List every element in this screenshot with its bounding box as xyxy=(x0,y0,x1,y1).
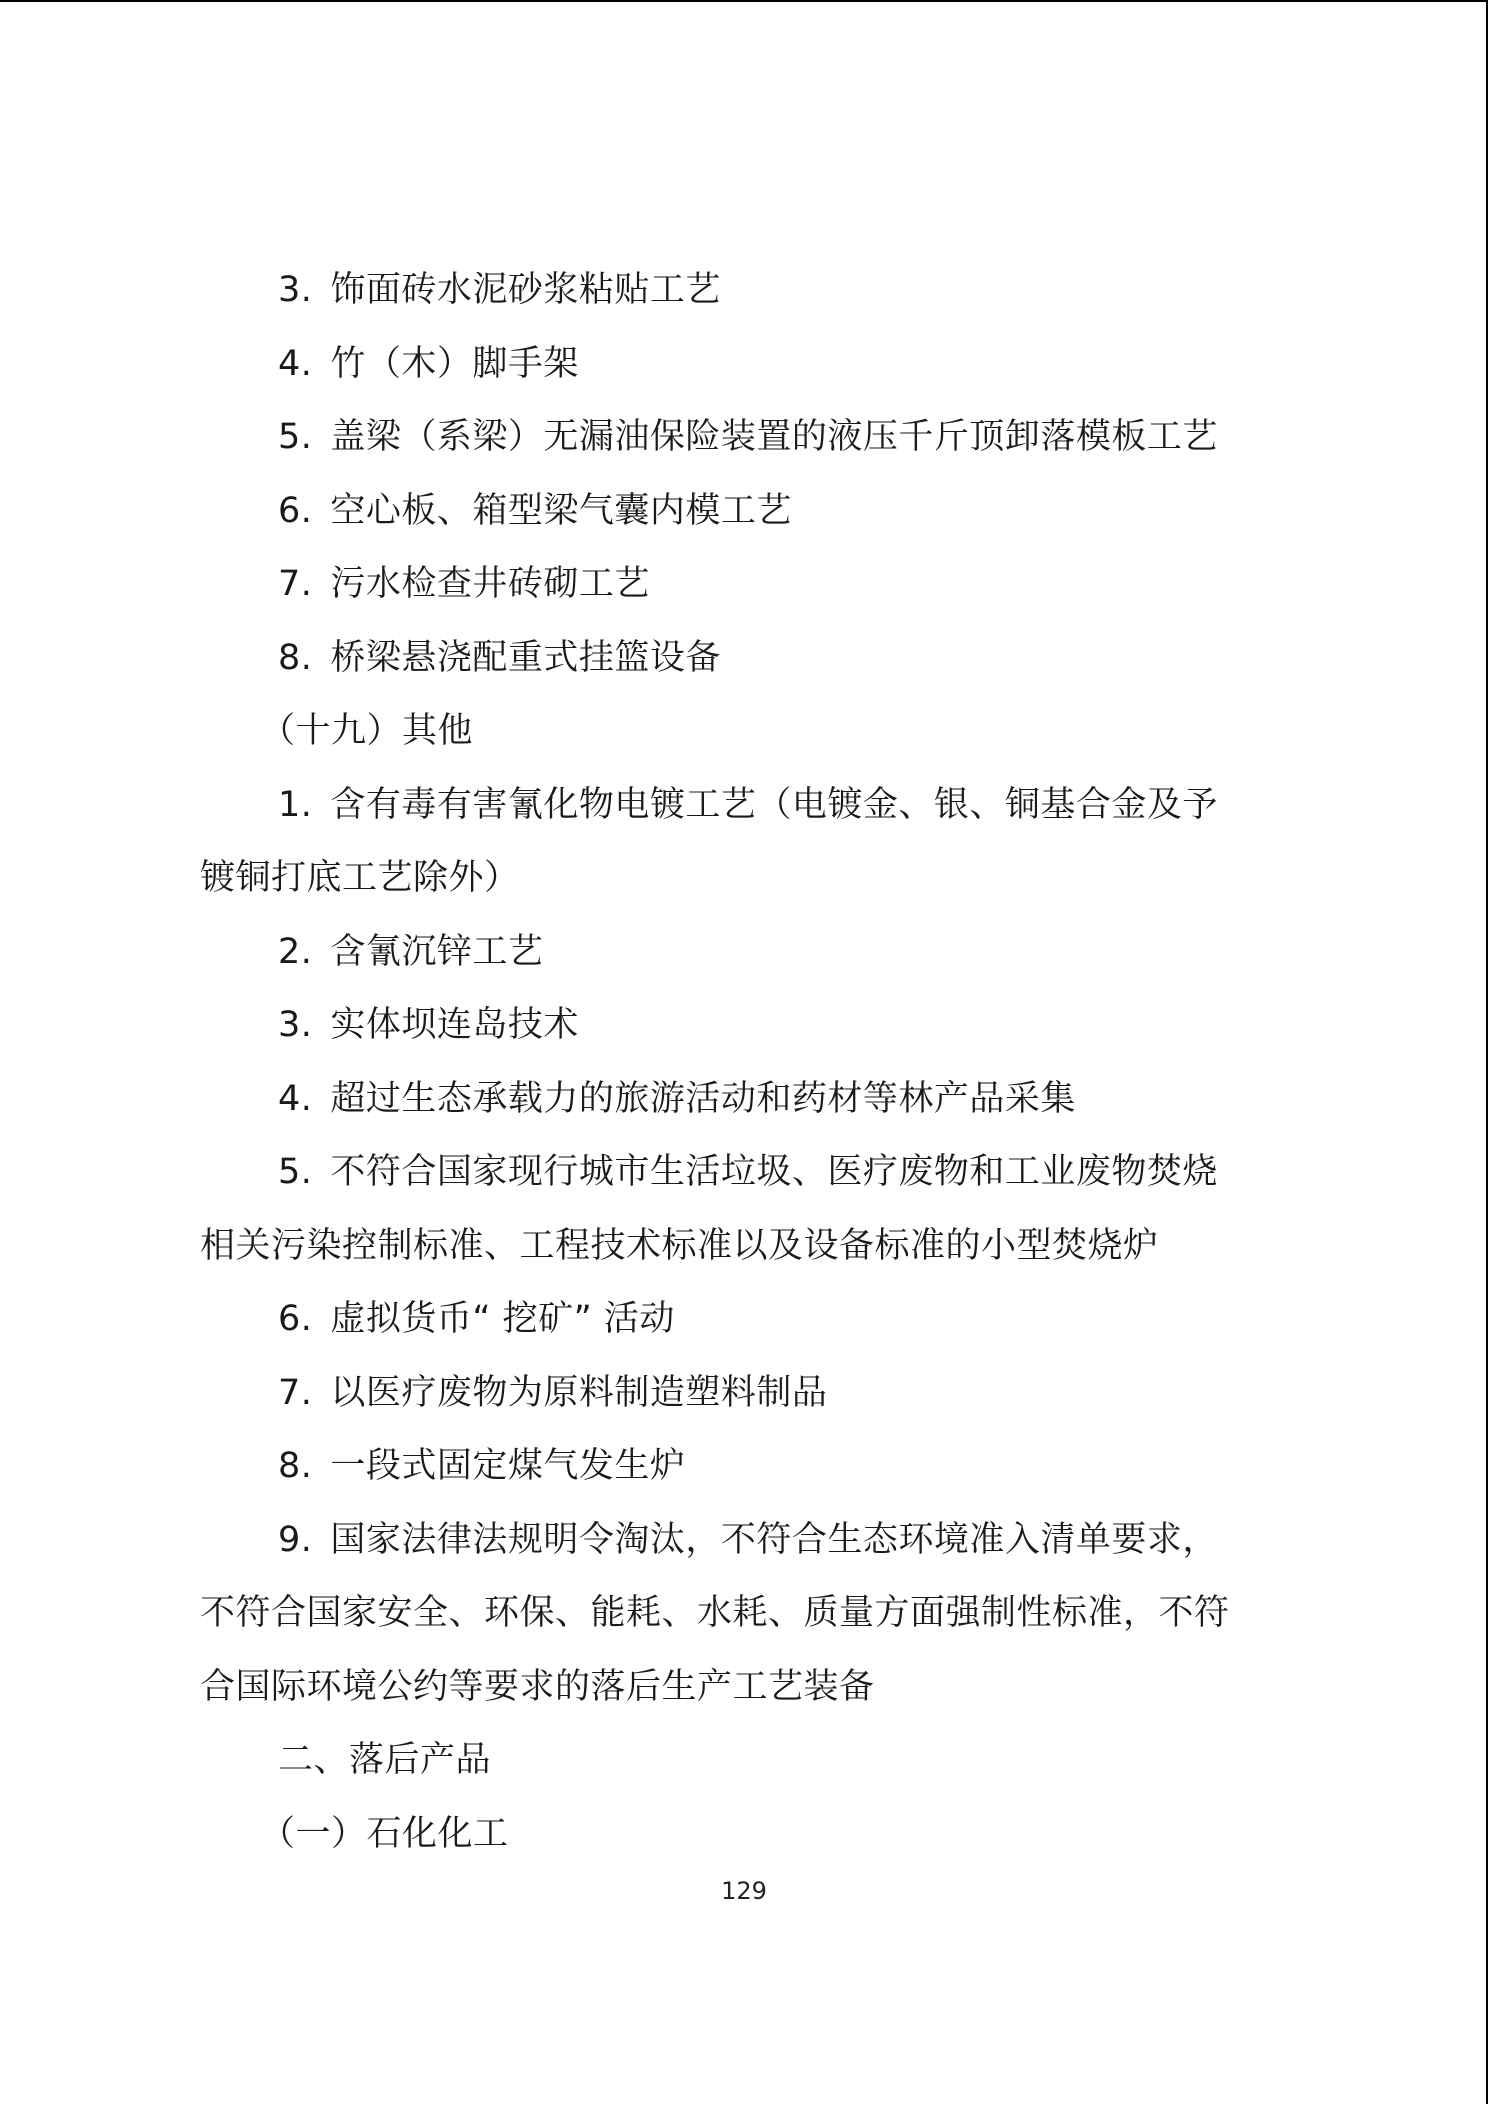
list-item xyxy=(200,254,1290,328)
item-text: 桥梁悬浇配重式挂篮设备 xyxy=(330,637,721,678)
item-number: 3. xyxy=(278,270,313,310)
section-heading xyxy=(200,1798,1290,1872)
item-text: 超过生态承载力的旅游活动和药材等林产品采集 xyxy=(330,1078,1076,1119)
list-item xyxy=(200,1136,1290,1210)
heading-text: （十九）其他 xyxy=(260,711,474,751)
item-text: 饰面砖水泥砂浆粘贴工艺 xyxy=(330,270,721,310)
item-text: 以医疗废物为原料制造塑料制品 xyxy=(330,1372,828,1413)
list-item-continuation xyxy=(200,842,1290,916)
item-number: 1. xyxy=(278,784,313,825)
item-text: 不符合国家安全、环保、能耗、水耗、质量方面强制性标准，不符 xyxy=(200,1593,1230,1633)
list-item xyxy=(200,328,1290,402)
item-text: 竹（木）脚手架 xyxy=(330,343,579,384)
list-item xyxy=(200,916,1290,990)
item-text: 虚拟货币“ 挖矿” 活动 xyxy=(330,1299,675,1339)
item-text: 污水检查井砖砌工艺 xyxy=(330,564,650,604)
list-item xyxy=(200,769,1290,843)
list-item xyxy=(200,475,1290,549)
section-heading xyxy=(200,695,1290,769)
item-text: 国家法律法规明令淘汰，不符合生态环境准入清单要求， xyxy=(330,1519,1218,1560)
item-number: 5. xyxy=(278,1152,313,1192)
list-item xyxy=(200,1504,1290,1578)
list-item xyxy=(200,1430,1290,1504)
item-number: 9. xyxy=(278,1519,313,1560)
item-number: 5. xyxy=(278,417,313,457)
item-text: 含氰沉锌工艺 xyxy=(330,931,544,972)
item-text: 含有毒有害氰化物电镀工艺（电镀金、银、铜基合金及予 xyxy=(330,784,1218,825)
item-text: 一段式固定煤气发生炉 xyxy=(330,1446,686,1486)
list-item-continuation xyxy=(200,1210,1290,1284)
item-number: 4. xyxy=(278,343,313,384)
item-text: 盖梁（系梁）无漏油保险装置的液压千斤顶卸落模板工艺 xyxy=(330,417,1218,457)
item-text: 不符合国家现行城市生活垃圾、医疗废物和工业废物焚烧 xyxy=(330,1152,1218,1192)
heading-text: 二、落后产品 xyxy=(278,1740,492,1780)
item-number: 6. xyxy=(278,490,313,531)
list-item xyxy=(200,622,1290,696)
item-number: 7. xyxy=(278,1372,313,1413)
item-number: 8. xyxy=(278,637,313,678)
page-number: 129 xyxy=(721,1877,767,1905)
item-text: 空心板、箱型梁气囊内模工艺 xyxy=(330,490,792,531)
item-number: 2. xyxy=(278,931,313,972)
list-item xyxy=(200,1063,1290,1137)
heading-text: （一）石化化工 xyxy=(260,1813,509,1854)
item-number: 7. xyxy=(278,564,313,604)
list-item-continuation xyxy=(200,1577,1290,1651)
list-item xyxy=(200,1357,1290,1431)
list-item-continuation xyxy=(200,1651,1290,1725)
item-text: 实体坝连岛技术 xyxy=(330,1005,579,1045)
item-text: 镀铜打底工艺除外） xyxy=(200,858,520,898)
item-number: 8. xyxy=(278,1446,313,1486)
list-item xyxy=(200,1283,1290,1357)
item-text: 合国际环境公约等要求的落后生产工艺装备 xyxy=(200,1666,875,1707)
item-number: 4. xyxy=(278,1078,313,1119)
list-item xyxy=(200,989,1290,1063)
item-number: 6. xyxy=(278,1299,313,1339)
item-text: 相关污染控制标准、工程技术标准以及设备标准的小型焚烧炉 xyxy=(200,1225,1159,1266)
list-item xyxy=(200,401,1290,475)
item-number: 3. xyxy=(278,1005,313,1045)
section-heading xyxy=(200,1724,1290,1798)
page-content xyxy=(200,254,1290,1871)
list-item xyxy=(200,548,1290,622)
